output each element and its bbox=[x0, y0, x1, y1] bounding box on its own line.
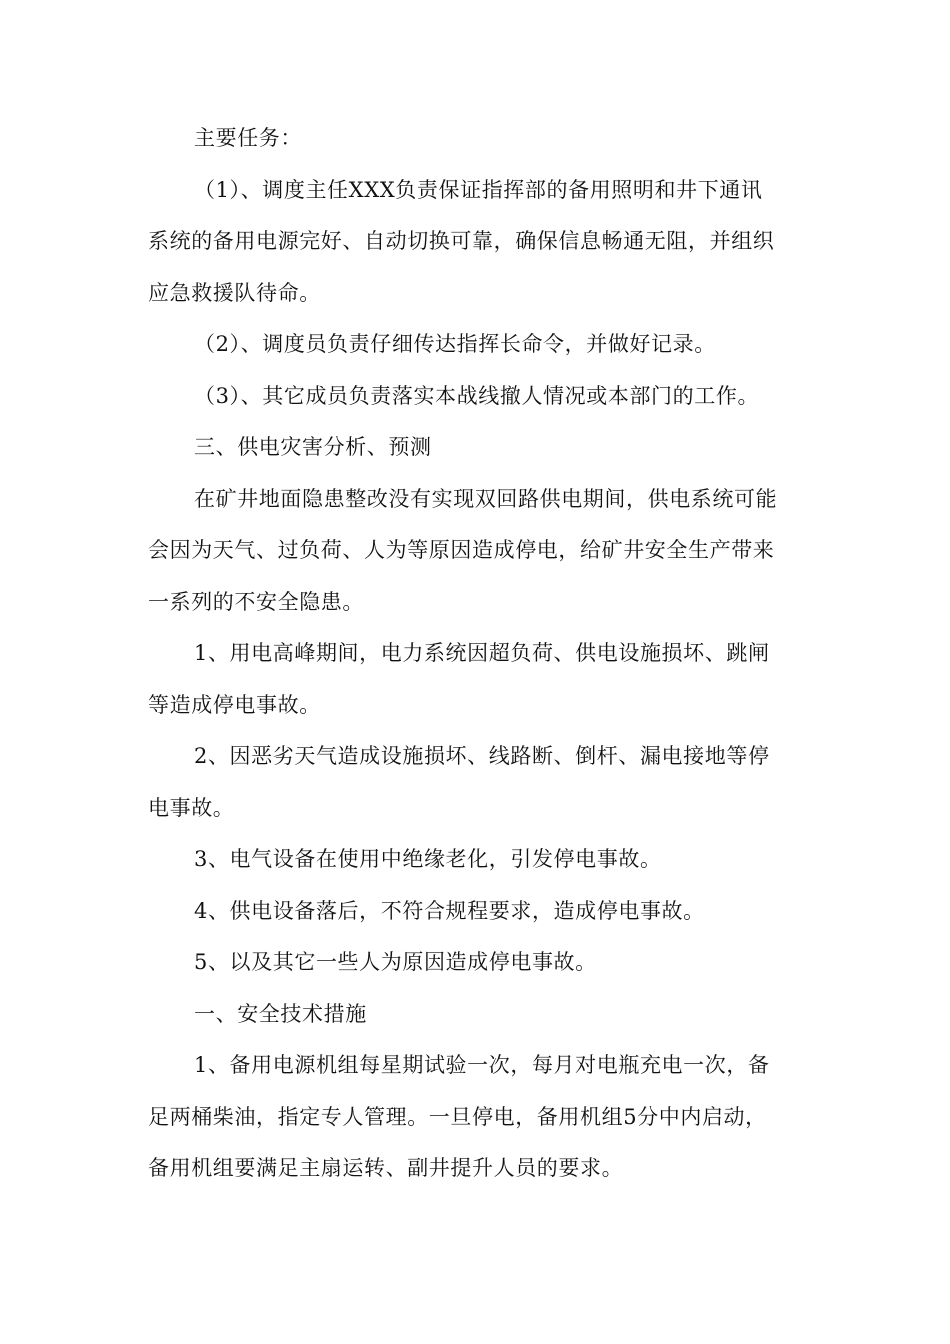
paragraph-first-line: （2）、调度员负责仔细传达指挥长命令，并做好记录。 bbox=[194, 332, 716, 356]
paragraph-first-line: 一、安全技术措施 bbox=[194, 1001, 367, 1026]
paragraph-continuation-line: 会因为天气、过负荷、人为等原因造成停电，给矿井安全生产带来 bbox=[148, 538, 775, 562]
paragraph-continuation-line: 等造成停电事故。 bbox=[148, 692, 321, 717]
paragraph-first-line: （3）、其它成员负责落实本战线撤人情况或本部门的工作。 bbox=[194, 383, 760, 408]
document-body bbox=[148, 113, 808, 1195]
paragraph-first-line: 主要任务： bbox=[194, 126, 302, 150]
paragraph-continuation-line: 备用机组要满足主扇运转、副井提升人员的要求。 bbox=[148, 1156, 624, 1180]
paragraph-first-line: 5、以及其它一些人为原因造成停电事故。 bbox=[194, 950, 597, 974]
paragraph-continuation-line: 应急救援队待命。 bbox=[148, 280, 321, 305]
paragraph-first-line: （1）、调度主任XXX负责保证指挥部的备用照明和井下通讯 bbox=[194, 177, 763, 202]
paragraph-first-line: 4、供电设备落后，不符合规程要求，造成停电事故。 bbox=[194, 898, 705, 923]
paragraph-first-line: 3、电气设备在使用中绝缘老化，引发停电事故。 bbox=[194, 847, 662, 871]
paragraph-continuation-line: 一系列的不安全隐患。 bbox=[148, 589, 364, 614]
paragraph-continuation-line: 足两桶柴油，指定专人管理。一旦停电，备用机组5分中内启动， bbox=[148, 1104, 767, 1129]
paragraph-continuation-line: 系统的备用电源完好、自动切换可靠，确保信息畅通无阻，并组织 bbox=[148, 229, 775, 253]
paragraph-first-line: 2、因恶劣天气造成设施损坏、线路断、倒杆、漏电接地等停 bbox=[194, 744, 770, 768]
paragraph-first-line: 三、供电灾害分析、预测 bbox=[194, 435, 432, 459]
paragraph-continuation-line: 电事故。 bbox=[148, 795, 235, 820]
paragraph-first-line: 1、备用电源机组每星期试验一次，每月对电瓶充电一次，备 bbox=[194, 1053, 770, 1077]
paragraph-first-line: 1、用电高峰期间，电力系统因超负荷、供电设施损坏、跳闸 bbox=[194, 641, 770, 665]
paragraph-first-line: 在矿井地面隐患整改没有实现双回路供电期间，供电系统可能 bbox=[194, 486, 778, 511]
